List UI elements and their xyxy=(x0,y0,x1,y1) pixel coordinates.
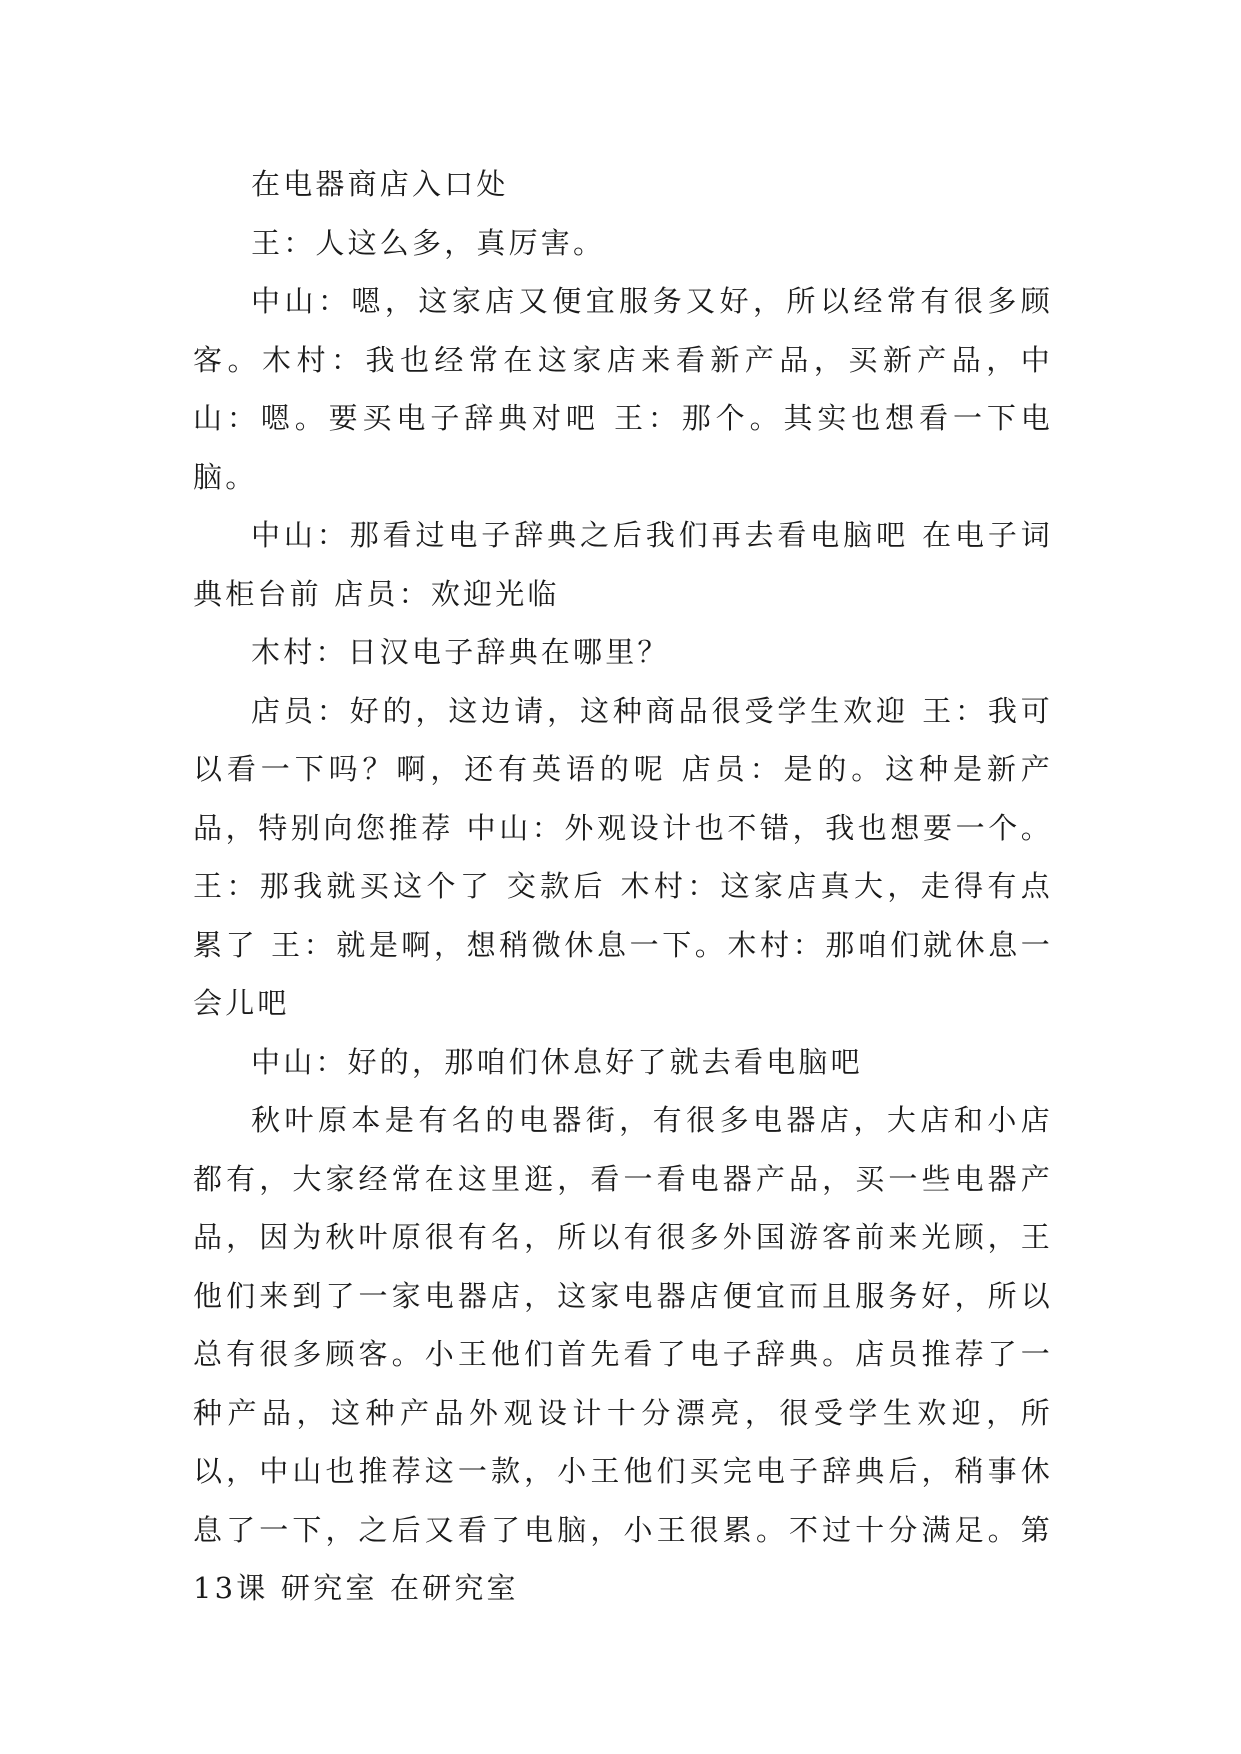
document-body xyxy=(193,155,1053,1618)
paragraph-kimura-question: 木村：日汉电子辞典在哪里？ xyxy=(251,635,670,669)
paragraph-wang-crowd: 王：人这么多，真厉害。 xyxy=(251,225,606,260)
paragraph-nakayama-cheap: 中山：嗯，这家店又便宜服务又好，所以经常有很多顾客。木村：我也经常在这家店来看新产品，买新产品，中山：嗯。要买电子辞典对吧 王：那个。其实也想看一下电脑。 xyxy=(193,284,1053,494)
paragraph-nakayama-rest: 中山：好的，那咱们休息好了就去看电脑吧 xyxy=(251,1044,863,1079)
paragraph-akihabara-summary: 秋叶原本是有名的电器街，有很多电器店，大店和小店都有，大家经常在这里逛，看一看电器产品，买一些电器产品，因为秋叶原很有名，所以有很多外国游客前来光顾，王他们来到了一家电器店，这家电器店便宜而且服务好，所以总有很多顾客。小王他们首先看了电子辞典。店员推荐了一种产品，这种产品外观设计十分漂亮，很受学生欢迎，所以，中山也推荐这一款，小王他们买完电子辞典后，稍事休息了一下，之后又看了电脑，小王很累。不过十分满足。第13课 研究室 在研究室 xyxy=(193,1103,1053,1605)
paragraph-store-entrance: 在电器商店入口处 xyxy=(251,167,509,201)
paragraph-dictionary-counter: 中山：那看过电子辞典之后我们再去看电脑吧 在电子词典柜台前 店员：欢迎光临 xyxy=(193,518,1053,611)
paragraph-clerk-recommend: 店员：好的，这边请，这种商品很受学生欢迎 王：我可以看一下吗？啊，还有英语的呢 店员：是的。这种是新产品，特别向您推荐 中山：外观设计也不错，我也想要一个。王：那我就买这个了 交款后 木村：这家店真大，走得有点累了 王：就是啊，想稍微休息一下。木村：那咱们就休息一会儿吧 xyxy=(193,693,1053,1020)
